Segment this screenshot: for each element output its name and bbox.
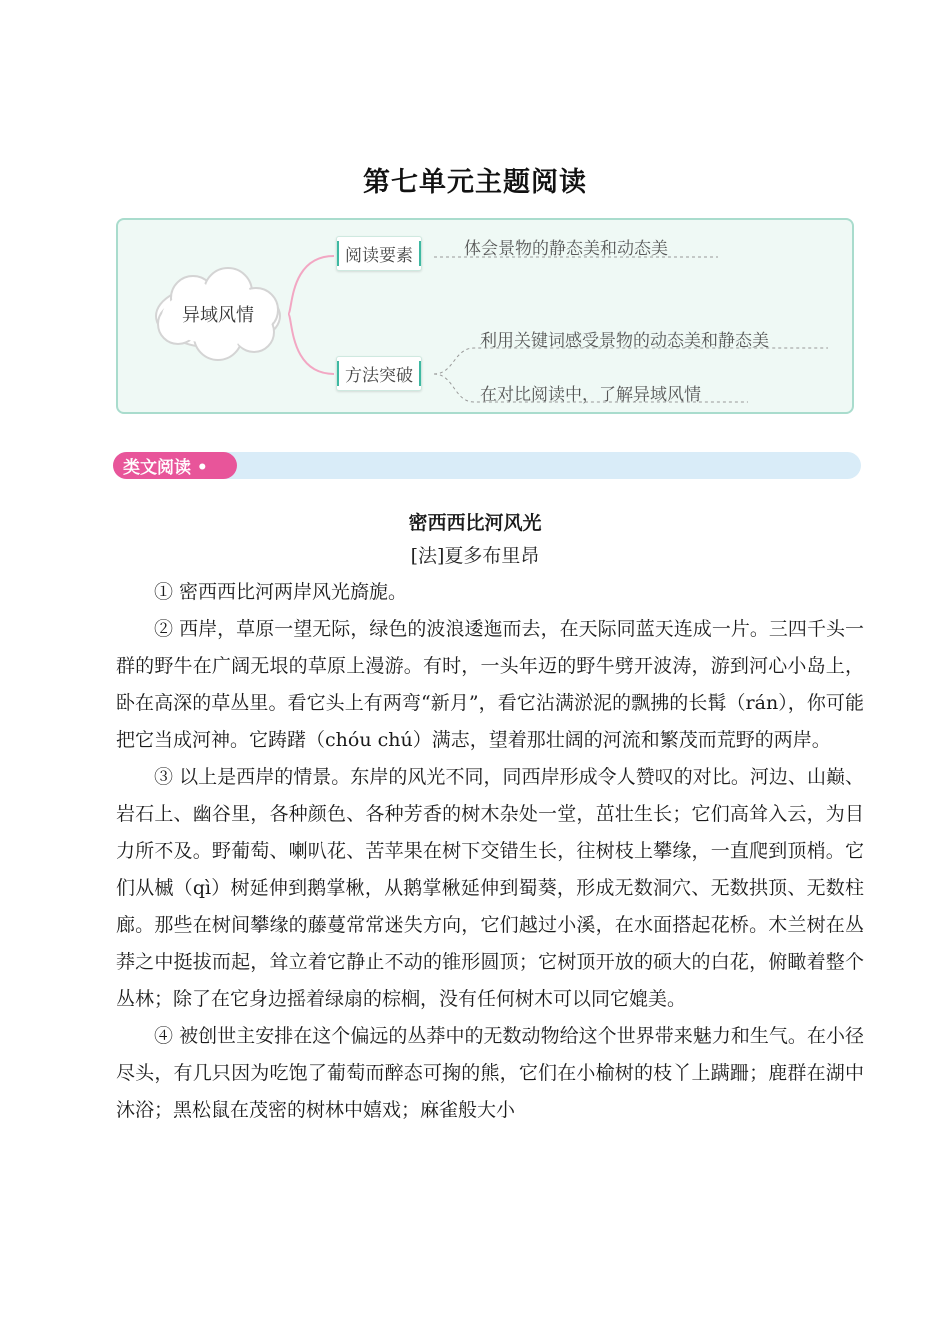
mindmap-node-method: 方法突破 — [336, 356, 422, 391]
page-title: 第七单元主题阅读 — [363, 167, 587, 198]
paragraph-1: ① 密西西比河两岸风光旖旎。 — [154, 581, 408, 603]
article-author: [法]夏多布里昂 — [410, 545, 540, 567]
section-tag: 类文阅读 • — [113, 452, 237, 479]
mindmap-leaf: 利用关键词感受景物的动态美和静态美 — [480, 331, 769, 351]
mindmap-leaf: 体会景物的静态美和动态美 — [464, 239, 668, 259]
mindmap-center: 异域风情 — [182, 305, 254, 326]
paragraph-2: ② 西岸，草原一望无际，绿色的波浪逶迤而去，在天际同蓝天连成一片。三四千头一群的野牛在广阔无垠的草原上漫游。有时，一头年迈的野牛劈开波涛，游到河心小岛上，卧在高深的草丛里。看它头上有两弯“新月”，看它沾满淤泥的飘拂的长髯（rán），你可能把它当成河神。它踌躇（chóu chú）满志，望着那壮阔的河流和繁茂而荒野的两岸。 — [116, 618, 864, 751]
article-title: 密西西比河风光 — [408, 512, 542, 534]
theme-mindmap — [116, 218, 854, 414]
mindmap-node-reading-elements: 阅读要素 — [336, 236, 422, 271]
article-body — [116, 574, 864, 1129]
mindmap-leaf: 在对比阅读中，了解异域风情 — [480, 385, 701, 405]
paragraph-4: ④ 被创世主安排在这个偏远的丛莽中的无数动物给这个世界带来魅力和生气。在小径尽头，有几只因为吃饱了葡萄而醉态可掬的熊，它们在小榆树的枝丫上蹒跚；鹿群在湖中沐浴；黑松鼠在茂密的树林中嬉戏；麻雀般大小 — [116, 1025, 864, 1121]
paragraph-3: ③ 以上是西岸的情景。东岸的风光不同，同西岸形成令人赞叹的对比。河边、山巅、岩石上、幽谷里，各种颜色、各种芳香的树木杂处一堂，茁壮生长；它们高耸入云，为目力所不及。野葡萄、喇叭花、苦苹果在树下交错生长，往树枝上攀缘，一直爬到顶梢。它们从槭（qì）树延伸到鹅掌楸，从鹅掌楸延伸到蜀葵，形成无数洞穴、无数拱顶、无数柱廊。那些在树间攀缘的藤蔓常常迷失方向，它们越过小溪，在水面搭起花桥。木兰树在丛莽之中挺拔而起，耸立着它静止不动的锥形圆顶；它树顶开放的硕大的白花，俯瞰着整个丛林；除了在它身边摇着绿扇的棕榈，没有任何树木可以同它媲美。 — [116, 766, 864, 1010]
